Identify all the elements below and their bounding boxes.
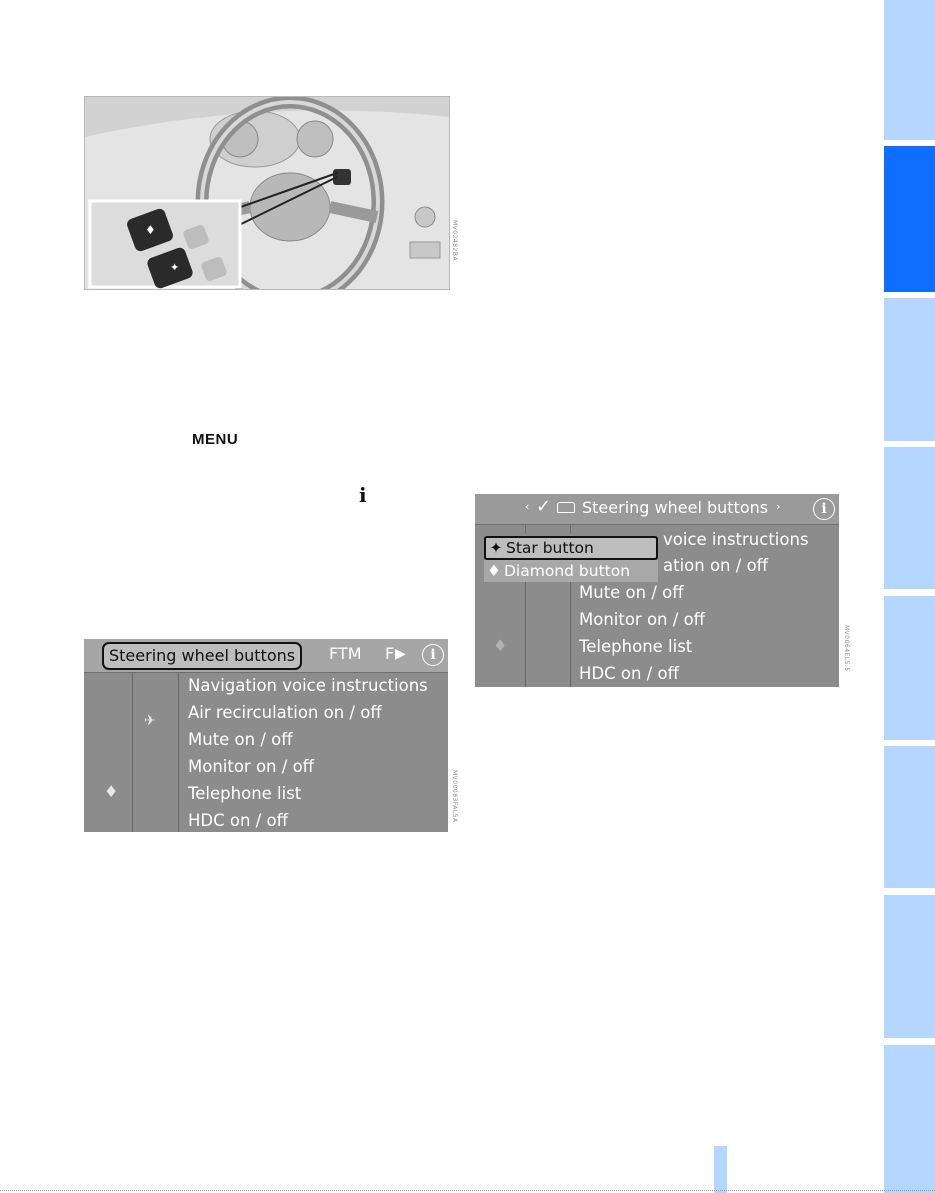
option-label: Diamond button [504, 562, 631, 580]
list-item[interactable]: Telephone list [188, 784, 302, 803]
list-item[interactable]: Monitor on / off [579, 610, 706, 629]
screen-title: Steering wheel buttons [582, 498, 769, 517]
list-item[interactable]: HDC on / off [188, 811, 288, 830]
car-icon [557, 502, 575, 513]
section-tab-6[interactable] [884, 746, 935, 888]
next-arrow-icon[interactable]: › [776, 500, 781, 513]
tab-truncated[interactable]: F [385, 644, 395, 663]
tab-bar [84, 639, 448, 673]
figure-id: MV0064ELS.5 [843, 625, 850, 672]
option-label: Star button [506, 539, 594, 557]
diamond-icon: ♦ [487, 562, 501, 580]
star-button-option[interactable] [484, 536, 658, 560]
check-icon: ✓ [536, 496, 552, 517]
section-tab-1[interactable] [884, 0, 935, 140]
screen-header [475, 494, 839, 525]
list-item[interactable]: voice instructions [663, 530, 809, 549]
info-icon[interactable]: i [422, 644, 444, 666]
section-tab-4[interactable] [884, 447, 935, 589]
list-item[interactable]: Air recirculation on / off [188, 703, 382, 722]
tab-ftm[interactable]: FTM [329, 644, 362, 663]
next-tab-arrow-icon[interactable]: ▶ [395, 646, 406, 662]
diamond-button-option[interactable] [484, 560, 658, 582]
list-item[interactable]: Monitor on / off [188, 757, 315, 776]
figure-id: MV00083FAL5A [451, 770, 458, 823]
star-icon: ✦ [489, 539, 503, 557]
section-tab-5[interactable] [884, 596, 935, 740]
list-item[interactable]: Mute on / off [579, 583, 684, 602]
section-tab-7[interactable] [884, 895, 935, 1038]
figure-id: MV02482BA [451, 220, 458, 262]
trim-line [0, 1190, 935, 1191]
control-display-button-assignment [475, 494, 839, 687]
diamond-assigned-icon: ♦ [493, 636, 508, 655]
menu-button-symbol: MENU [192, 431, 239, 448]
page-marker-bar [714, 1146, 727, 1193]
button-select-popup [482, 534, 660, 582]
column-divider [132, 673, 133, 832]
steering-wheel-photo [84, 96, 450, 290]
section-tab-2[interactable] [884, 146, 935, 292]
svg-text:♦: ♦ [145, 223, 156, 237]
column-divider [178, 673, 179, 832]
list-item[interactable]: Mute on / off [188, 730, 293, 749]
diamond-assigned-icon: ♦ [104, 782, 119, 801]
section-tab-8[interactable] [884, 1045, 935, 1193]
list-item[interactable]: Telephone list [579, 637, 693, 656]
list-item[interactable]: HDC on / off [579, 664, 679, 683]
steering-wheel-illustration [85, 97, 449, 289]
tab-steering-wheel-buttons[interactable]: Steering wheel buttons [102, 642, 302, 670]
info-symbol: i [359, 483, 367, 507]
list-item[interactable]: ation on / off [663, 556, 769, 575]
star-assigned-icon: ✈ [144, 713, 156, 729]
section-tab-3[interactable] [884, 298, 935, 441]
svg-text:✦: ✦ [170, 261, 180, 274]
info-icon[interactable]: i [813, 498, 835, 520]
control-display-steering-buttons [84, 639, 448, 832]
previous-arrow-icon[interactable]: ‹ [525, 500, 530, 513]
list-item[interactable]: Navigation voice instructions [188, 676, 428, 695]
